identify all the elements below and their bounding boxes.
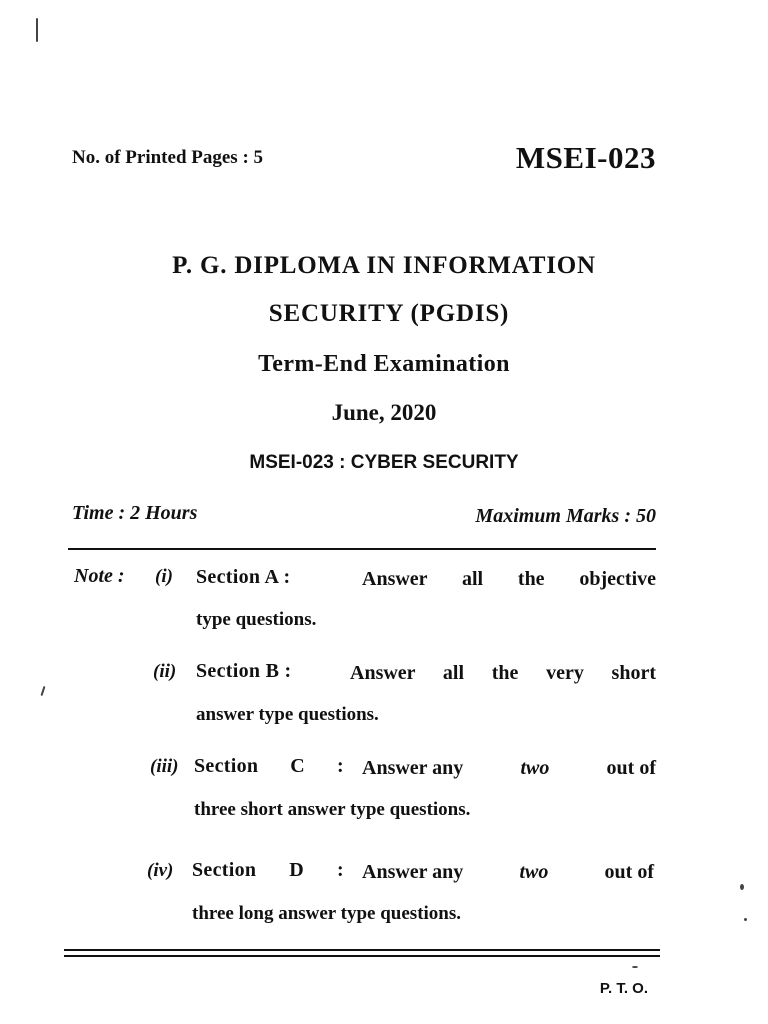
section-c-instruction: [362, 757, 656, 780]
section-a-label: Section A :: [196, 566, 291, 588]
instruction-text: out of: [606, 757, 656, 779]
scan-mark: [740, 884, 744, 890]
scan-mark: [632, 966, 638, 968]
section-d-instruction-cont: three long answer type questions.: [192, 903, 462, 924]
programme-title-line2: SECURITY (PGDIS): [268, 300, 510, 327]
instruction-emphasis: two: [519, 861, 549, 883]
exam-name: Term-End Examination: [258, 351, 510, 377]
section-d-label: Section D :: [192, 859, 344, 881]
exam-date: June, 2020: [331, 400, 437, 425]
section-a-instruction: Answer all the objective: [362, 568, 656, 590]
note-item-number: (ii): [153, 661, 177, 682]
paper-code: MSEI-023: [515, 140, 656, 175]
scan-mark: [36, 18, 38, 42]
course-subject: MSEI-023 : CYBER SECURITY: [249, 452, 519, 473]
scan-mark: [744, 918, 747, 921]
section-b-instruction-cont: answer type questions.: [196, 704, 379, 725]
exam-duration: Time : 2 Hours: [72, 502, 198, 524]
programme-title-line1: P. G. DIPLOMA IN INFORMATION: [172, 252, 596, 279]
header-divider: [68, 548, 656, 550]
scan-mark: [41, 686, 46, 696]
section-b-label: Section B :: [196, 660, 292, 682]
section-c-instruction-cont: three short answer type questions.: [194, 799, 471, 820]
instruction-text: Answer any: [362, 757, 464, 779]
printed-pages-count: No. of Printed Pages : 5: [72, 147, 264, 168]
instruction-emphasis: two: [520, 757, 550, 779]
instruction-text: Answer any: [362, 861, 464, 883]
note-item-number: (i): [155, 566, 173, 587]
footer-divider-bottom: [64, 955, 660, 957]
note-label: Note :: [74, 565, 125, 587]
note-item-number: (iii): [150, 756, 179, 777]
maximum-marks: Maximum Marks : 50: [475, 505, 656, 527]
section-a-instruction-cont: type questions.: [196, 609, 317, 630]
section-b-instruction: Answer all the very short: [350, 662, 656, 684]
section-c-label: Section C :: [194, 755, 344, 777]
section-d-instruction: [362, 861, 654, 884]
note-item-number: (iv): [147, 860, 174, 881]
footer-divider-top: [64, 949, 660, 951]
instruction-text: out of: [604, 861, 654, 883]
please-turn-over: P. T. O.: [599, 980, 648, 997]
